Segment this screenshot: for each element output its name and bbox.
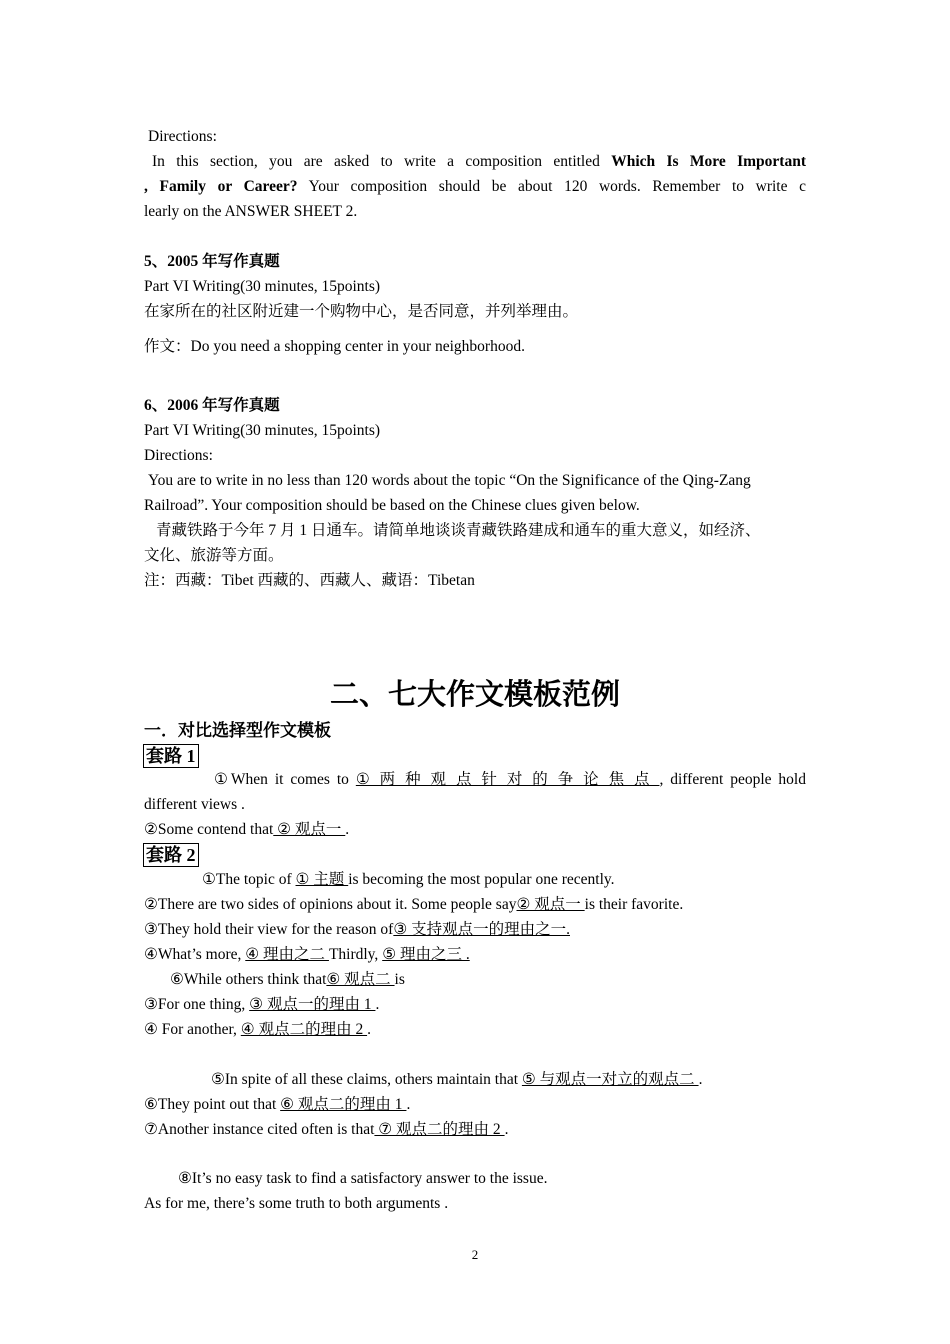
routine-1-line-1-end: , different people hold bbox=[659, 771, 806, 788]
routine-2-line-12: As for me, there’s some truth to both arguments . bbox=[144, 1195, 449, 1212]
routine-2-line-6-end: . bbox=[375, 996, 380, 1013]
composition-title-cont: , Family or Career? bbox=[144, 178, 298, 195]
routine-1-line-2: different views . bbox=[144, 796, 245, 813]
routine-1-line-1-text: ①When it comes to bbox=[214, 771, 349, 788]
routine-2-line-9-text: ⑥They point out that bbox=[144, 1096, 281, 1113]
directions-line-2 bbox=[144, 177, 806, 197]
routine-2-line-6 bbox=[144, 995, 379, 1015]
routine-2-line-4-mid: Thirdly, bbox=[328, 946, 383, 963]
item6-directions-label: Directions: bbox=[144, 447, 213, 464]
blank-2-view-one: ② 观点一 bbox=[273, 821, 346, 838]
item5-chinese-prompt: 在家所在的社区附近建一个购物中心，是否同意，并列举理由。 bbox=[144, 303, 579, 320]
section-title: 二、七大作文模板范例 bbox=[329, 677, 620, 711]
directions-label: Directions: bbox=[148, 128, 217, 145]
blank-view-two-reason-2: ④ 观点二的理由 2 bbox=[240, 1021, 368, 1038]
item6-note: 注：西藏：Tibet 西藏的、西藏人、藏语：Tibetan bbox=[144, 572, 475, 589]
routine-2-line-8-text: ⑤In spite of all these claims, others maintain that bbox=[211, 1071, 522, 1088]
routine-2-line-9-end: . bbox=[406, 1096, 411, 1113]
blank-view-one-reason-1: ③ 观点一的理由 1 bbox=[249, 996, 376, 1013]
routine-2-line-5-text: ⑥While others think that bbox=[170, 971, 327, 988]
routine-2-line-5 bbox=[170, 970, 405, 990]
blank-view-two-reason-2b: ⑦ 观点二的理由 2 bbox=[374, 1121, 505, 1138]
routine-2-line-3-text: ③They hold their view for the reason of bbox=[144, 921, 394, 938]
routine-2-line-8-end: . bbox=[698, 1071, 703, 1088]
item6-chinese-clue-1: 青藏铁路于今年 7 月 1 日通车。请简单地谈谈青藏铁路建成和通车的重大意义，如经济、 bbox=[156, 522, 761, 539]
blank-topic: ① 主题 bbox=[295, 871, 349, 888]
section-subtitle: 一．对比选择型作文模板 bbox=[144, 721, 331, 741]
blank-view-one: ② 观点一 bbox=[516, 896, 585, 913]
item5-task: 作文：Do you need a shopping center in your neighborhood. bbox=[144, 338, 525, 355]
routine-2-label: 套路 2 bbox=[143, 843, 199, 867]
item6-part: Part VI Writing(30 minutes, 15points) bbox=[144, 422, 381, 439]
routine-2-line-10-end: . bbox=[504, 1121, 509, 1138]
routine-2-line-10 bbox=[144, 1120, 508, 1140]
routine-2-line-9 bbox=[144, 1095, 410, 1115]
directions-line-1 bbox=[152, 152, 806, 172]
item6-directions-line-1: You are to write in no less than 120 words about the topic “On the Significance of the Qing-Zang bbox=[148, 472, 751, 489]
routine-2-line-10-text: ⑦Another instance cited often is that bbox=[144, 1121, 375, 1138]
routine-2-line-1-end: is becoming the most popular one recently. bbox=[348, 871, 615, 888]
page-number: 2 bbox=[471, 1247, 479, 1262]
directions-line-3: learly on the ANSWER SHEET 2. bbox=[144, 203, 358, 220]
blank-view-two-reason-1: ⑥ 观点二的理由 1 bbox=[280, 1096, 407, 1113]
routine-2-line-2 bbox=[144, 895, 683, 915]
blank-reason-one: ③ 支持观点一的理由之一. bbox=[393, 921, 570, 938]
routine-2-line-7-end: . bbox=[367, 1021, 371, 1038]
blank-view-two: ⑥ 观点二 bbox=[326, 971, 395, 988]
routine-1-line-3-text: ②Some contend that bbox=[144, 821, 274, 838]
routine-1-line-3 bbox=[144, 820, 349, 840]
blank-reason-three: ⑤ 理由之三 . bbox=[382, 946, 470, 963]
routine-2-line-1-text: ①The topic of bbox=[202, 871, 292, 888]
routine-2-line-6-text: ③For one thing, bbox=[144, 996, 250, 1013]
routine-2-line-4 bbox=[144, 945, 470, 965]
routine-1-line-1 bbox=[214, 770, 806, 790]
composition-title: Which Is More Important bbox=[611, 153, 806, 170]
routine-1-line-3-end: . bbox=[345, 821, 350, 838]
routine-1-label: 套路 1 bbox=[143, 744, 199, 768]
routine-2-line-1 bbox=[202, 870, 615, 890]
routine-2-line-11: ⑧It’s no easy task to find a satisfactory answer to the issue. bbox=[178, 1170, 548, 1187]
routine-2-line-2-text: ②There are two sides of opinions about it. Some people say bbox=[144, 896, 517, 913]
blank-opposing-view: ⑤ 与观点一对立的观点二 bbox=[521, 1071, 699, 1088]
routine-2-line-7-text: ④ For another, bbox=[144, 1021, 241, 1038]
directions-line-2-text: Your composition should be about 120 words. Remember to write c bbox=[308, 178, 806, 195]
blank-reason-two: ④ 理由之二 bbox=[245, 946, 329, 963]
routine-2-line-5-end: is bbox=[394, 971, 405, 988]
blank-1-focus: ① 两 种 观 点 针 对 的 争 论 焦 点 bbox=[355, 771, 660, 788]
item6-heading: 6、2006 年写作真题 bbox=[144, 397, 280, 414]
routine-2-line-4-text: ④What’s more, bbox=[144, 946, 246, 963]
item6-chinese-clue-2: 文化、旅游等方面。 bbox=[144, 547, 284, 564]
routine-2-line-7 bbox=[144, 1020, 371, 1040]
item5-part: Part VI Writing(30 minutes, 15points) bbox=[144, 278, 381, 295]
routine-2-line-3 bbox=[144, 920, 570, 940]
item5-heading: 5、2005 年写作真题 bbox=[144, 253, 280, 270]
routine-2-line-2-end: is their favorite. bbox=[584, 896, 684, 913]
item6-directions-line-2: Railroad”. Your composition should be based on the Chinese clues given below. bbox=[144, 497, 640, 514]
directions-line-1-text: In this section, you are asked to write a composition entitled bbox=[152, 153, 600, 170]
routine-2-line-8 bbox=[211, 1070, 702, 1090]
